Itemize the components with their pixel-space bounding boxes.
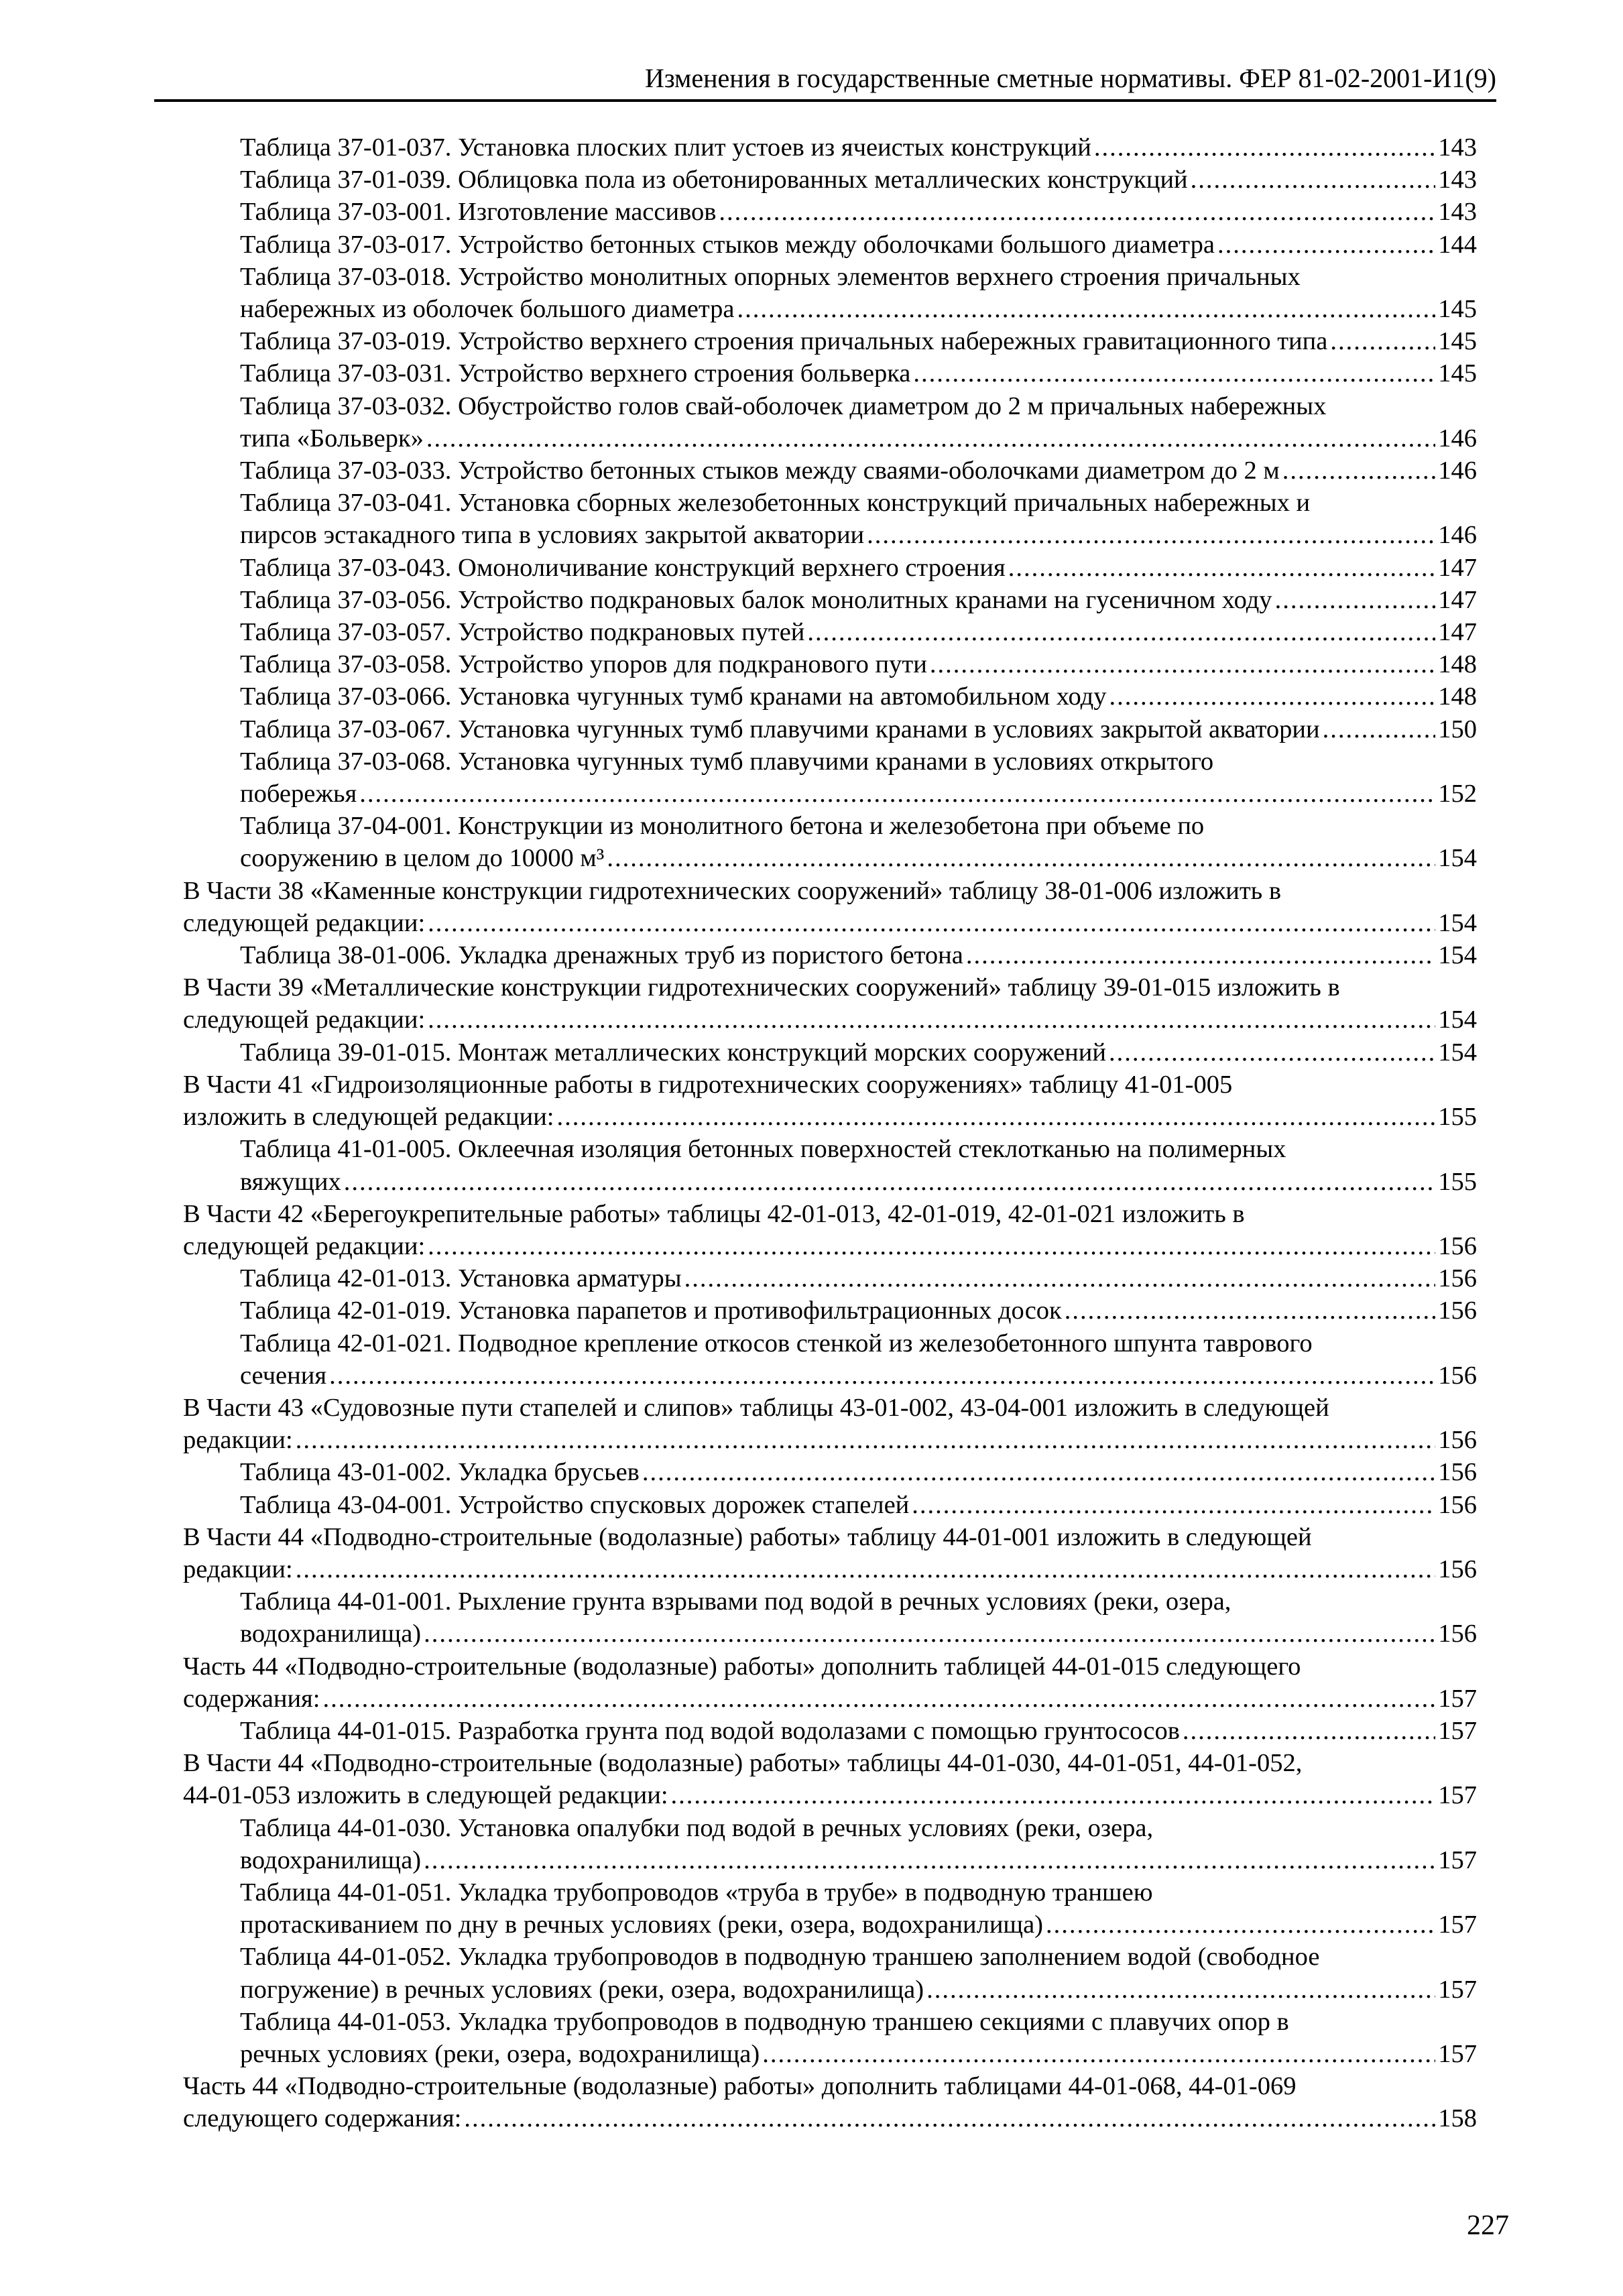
toc-entry-page: 154 bbox=[1438, 1038, 1477, 1067]
toc-entry-text: Таблица 44-01-052. Укладка трубопроводов в подводную траншею заполнением водой (свободное bbox=[240, 1943, 1320, 1972]
toc-entry-line bbox=[240, 1715, 1477, 1747]
dot-leader bbox=[296, 1553, 1436, 1585]
toc-entry-text: Таблица 37-03-057. Устройство подкрановых путей bbox=[240, 618, 805, 647]
toc-entry[interactable] bbox=[240, 810, 1477, 874]
dot-leader bbox=[428, 907, 1435, 939]
toc-entry-text: 44-01-053 изложить в следующей редакции: bbox=[183, 1781, 668, 1810]
dot-leader bbox=[424, 1844, 1435, 1876]
toc-entry[interactable] bbox=[240, 1133, 1477, 1197]
toc-entry-text: Таблица 39-01-015. Монтаж металлических конструкций морских сооружений bbox=[240, 1038, 1106, 1067]
toc-entry-page: 147 bbox=[1438, 618, 1477, 647]
toc-entry-line bbox=[240, 1294, 1477, 1327]
toc-entry-text: следующей редакции: bbox=[183, 1006, 426, 1034]
toc-entry-text: Таблица 37-03-058. Устройство упоров для подкранового пути bbox=[240, 650, 927, 679]
toc-entry-line bbox=[240, 939, 1477, 971]
toc-entry-line bbox=[240, 713, 1477, 745]
toc-entry-text: типа «Больверк» bbox=[240, 424, 424, 452]
toc-entry-line bbox=[183, 1004, 1477, 1036]
toc-entry-page: 145 bbox=[1438, 359, 1477, 388]
toc-entry[interactable] bbox=[183, 1521, 1477, 1585]
toc-entry-text: Таблица 42-01-019. Установка парапетов и противофильтрационных досок bbox=[240, 1296, 1062, 1325]
toc-entry-line bbox=[240, 680, 1477, 713]
toc-entry-text: Таблица 37-03-017. Устройство бетонных стыков между оболочками большого диаметра bbox=[240, 230, 1215, 259]
header-title: Изменения в государственные сметные нормативы. ФЕР 81-02-2001-И1(9) bbox=[644, 63, 1496, 93]
dot-leader bbox=[930, 648, 1435, 680]
dot-leader bbox=[1183, 1715, 1435, 1747]
toc-entry-text: Таблица 37-03-043. Омоноличивание конструкций верхнего строения bbox=[240, 553, 1006, 582]
dot-leader bbox=[671, 1779, 1436, 1811]
toc-entry-text: речных условиях (реки, озера, водохранилища) bbox=[240, 2039, 760, 2068]
toc-entry-text: Таблица 38-01-006. Укладка дренажных труб из пористого бетона bbox=[240, 941, 963, 970]
toc-entry-text: пирсов эстакадного типа в условиях закрытой акватории bbox=[240, 521, 865, 550]
toc-entry[interactable] bbox=[183, 1392, 1477, 1456]
toc-entry-text: Таблица 37-03-041. Установка сборных железобетонных конструкций причальных набережных и bbox=[240, 489, 1311, 518]
toc-entry-text: содержания: bbox=[183, 1684, 320, 1713]
toc-entry-page: 156 bbox=[1438, 1620, 1477, 1648]
toc-entry-text: В Части 43 «Судовозные пути стапелей и слипов» таблицы 43-01-002, 43-04-001 изложить в следующей bbox=[183, 1393, 1329, 1422]
toc-entry-line bbox=[240, 1262, 1477, 1294]
toc-entry-line bbox=[183, 2102, 1477, 2134]
toc-entry-text: набережных из оболочек большого диаметра bbox=[240, 295, 735, 324]
toc-entry-page: 157 bbox=[1438, 1684, 1477, 1713]
toc-entry-page: 157 bbox=[1438, 2039, 1477, 2068]
dot-leader bbox=[344, 1166, 1436, 1198]
dot-leader bbox=[359, 778, 1435, 810]
toc-entry-page: 148 bbox=[1438, 650, 1477, 679]
toc-entry-page: 157 bbox=[1438, 1975, 1477, 2004]
toc-entry-page: 147 bbox=[1438, 585, 1477, 614]
dot-leader bbox=[1109, 680, 1436, 713]
toc-entry-page: 158 bbox=[1438, 2104, 1477, 2133]
toc-entry-text: Таблица 44-01-053. Укладка трубопроводов в подводную траншею секциями с плавучих опор в bbox=[240, 2007, 1289, 2036]
toc-entry-text: изложить в следующей редакции: bbox=[183, 1103, 554, 1132]
toc-entry[interactable] bbox=[240, 261, 1477, 325]
toc-entry-line bbox=[240, 1844, 1477, 1876]
dot-leader bbox=[557, 1101, 1436, 1133]
toc-entry[interactable] bbox=[240, 1585, 1477, 1650]
toc-entry-text: водохранилища) bbox=[240, 1846, 422, 1874]
toc-entry-page: 154 bbox=[1438, 844, 1477, 873]
toc-entry-text: редакции: bbox=[183, 1555, 293, 1583]
toc-entry-page: 147 bbox=[1438, 553, 1477, 582]
toc-entry-page: 156 bbox=[1438, 1296, 1477, 1325]
toc-entry-page: 157 bbox=[1438, 1911, 1477, 1939]
toc-entry-line bbox=[183, 1779, 1477, 1811]
toc-entry[interactable] bbox=[183, 1747, 1477, 1811]
dot-leader bbox=[428, 1004, 1435, 1036]
dot-leader bbox=[329, 1360, 1435, 1392]
toc-entry-page: 154 bbox=[1438, 908, 1477, 937]
toc-entry[interactable] bbox=[183, 1650, 1477, 1715]
toc-entry[interactable] bbox=[240, 939, 1477, 971]
dot-leader bbox=[867, 519, 1435, 551]
toc-entry-page: 148 bbox=[1438, 682, 1477, 711]
toc-entry-page: 143 bbox=[1438, 198, 1477, 227]
toc-entry-text: побережья bbox=[240, 780, 357, 808]
toc-entry-text: Таблица 44-01-051. Укладка трубопроводов «труба в трубе» в подводную траншею bbox=[240, 1878, 1153, 1907]
dot-leader bbox=[1275, 584, 1436, 616]
toc-entry[interactable] bbox=[240, 1812, 1477, 1876]
dot-leader bbox=[1094, 131, 1435, 164]
dot-leader bbox=[322, 1683, 1435, 1715]
dot-leader bbox=[1323, 713, 1436, 745]
toc-entry-text: Таблица 37-03-056. Устройство подкрановых балок монолитных кранами на гусеничном ходу bbox=[240, 585, 1272, 614]
toc-entry[interactable] bbox=[240, 131, 1477, 164]
toc-entry-line bbox=[240, 325, 1477, 357]
dot-leader bbox=[642, 1456, 1435, 1488]
toc-entry-text: сечения bbox=[240, 1361, 327, 1390]
dot-leader bbox=[807, 616, 1435, 648]
toc-entry-page: 156 bbox=[1438, 1458, 1477, 1487]
toc-entry-text: В Части 44 «Подводно-строительные (водолазные) работы» таблицу 44-01-001 изложить в следующей bbox=[183, 1522, 1312, 1551]
toc-entry-page: 152 bbox=[1438, 780, 1477, 808]
toc-entry-page: 155 bbox=[1438, 1103, 1477, 1132]
toc-entry-text: Таблица 42-01-013. Установка арматуры bbox=[240, 1264, 682, 1293]
toc-entry[interactable] bbox=[240, 584, 1477, 616]
toc-entry-text: следующей редакции: bbox=[183, 1231, 426, 1260]
toc-entry[interactable] bbox=[240, 164, 1477, 196]
dot-leader bbox=[1282, 455, 1436, 487]
toc-entry-page: 145 bbox=[1438, 327, 1477, 356]
dot-leader bbox=[607, 842, 1435, 874]
page-number: 227 bbox=[1467, 2210, 1509, 2241]
toc-entry-text: Таблица 37-03-001. Изготовление массивов bbox=[240, 198, 717, 227]
toc-entry-line bbox=[240, 519, 1477, 551]
toc-entry-text: Таблица 37-03-032. Обустройство голов свай-оболочек диаметром до 2 м причальных набережных bbox=[240, 391, 1327, 420]
toc-entry-line bbox=[240, 1036, 1477, 1069]
toc-entry-text: В Части 42 «Берегоукрепительные работы» таблицы 42-01-013, 42-01-019, 42-01-021 изложить в bbox=[183, 1199, 1245, 1228]
toc-entry-page: 157 bbox=[1438, 1716, 1477, 1745]
dot-leader bbox=[719, 196, 1435, 228]
toc-entry[interactable] bbox=[240, 680, 1477, 713]
toc-entry-text: сооружению в целом до 10000 м³ bbox=[240, 844, 605, 873]
toc-entry[interactable] bbox=[183, 875, 1477, 939]
toc-entry-page: 156 bbox=[1438, 1555, 1477, 1583]
toc-entry[interactable] bbox=[240, 552, 1477, 584]
toc-entry-page: 146 bbox=[1438, 424, 1477, 452]
toc-entry-line bbox=[240, 584, 1477, 616]
toc-entry-page: 156 bbox=[1438, 1490, 1477, 1519]
toc-entry[interactable] bbox=[240, 1489, 1477, 1521]
dot-leader bbox=[1330, 325, 1435, 357]
toc-entry[interactable] bbox=[240, 455, 1477, 487]
toc-entry-page: 156 bbox=[1438, 1231, 1477, 1260]
toc-entry[interactable] bbox=[240, 616, 1477, 648]
toc-entry[interactable] bbox=[240, 487, 1477, 551]
toc-entry-page: 146 bbox=[1438, 457, 1477, 485]
toc-entry-line bbox=[183, 1553, 1477, 1585]
toc-entry[interactable] bbox=[240, 1327, 1477, 1392]
toc-entry-line bbox=[183, 1683, 1477, 1715]
dot-leader bbox=[426, 422, 1435, 455]
dot-leader bbox=[737, 293, 1435, 325]
toc-entry-page: 156 bbox=[1438, 1426, 1477, 1455]
toc-entry[interactable] bbox=[240, 2006, 1477, 2070]
toc-entry-text: Таблица 37-01-039. Облицовка пола из обетонированных металлических конструкций bbox=[240, 166, 1188, 194]
toc-entry-page: 146 bbox=[1438, 521, 1477, 550]
toc-entry[interactable] bbox=[240, 196, 1477, 228]
toc-entry-page: 155 bbox=[1438, 1167, 1477, 1196]
dot-leader bbox=[1217, 229, 1435, 261]
toc-entry-text: В Части 38 «Каменные конструкции гидротехнических сооружений» таблицу 38-01-006 изложить в bbox=[183, 876, 1282, 905]
toc-entry-text: Таблица 44-01-030. Установка опалубки под водой в речных условиях (реки, озера, bbox=[240, 1813, 1154, 1842]
toc-entry-text: Таблица 37-03-031. Устройство верхнего строения больверка bbox=[240, 359, 911, 388]
toc-entry-text: протаскиванием по дну в речных условиях (реки, озера, водохранилища) bbox=[240, 1911, 1043, 1939]
toc-entry-line bbox=[240, 164, 1477, 196]
toc-entry-line bbox=[240, 616, 1477, 648]
toc-entry[interactable] bbox=[240, 325, 1477, 357]
dot-leader bbox=[762, 2038, 1435, 2070]
toc-entry-line bbox=[240, 1618, 1477, 1650]
toc-entry-line bbox=[240, 1166, 1477, 1198]
toc-entry-text: Таблица 37-03-068. Установка чугунных тумб плавучими кранами в условиях открытого bbox=[240, 747, 1214, 776]
table-of-contents bbox=[183, 131, 1477, 2135]
toc-entry-page: 156 bbox=[1438, 1361, 1477, 1390]
toc-entry-line bbox=[240, 455, 1477, 487]
toc-entry-text: Таблица 44-01-015. Разработка грунта под водой водолазами с помощью грунтососов bbox=[240, 1716, 1180, 1745]
toc-entry-page: 145 bbox=[1438, 295, 1477, 324]
dot-leader bbox=[913, 357, 1435, 389]
toc-entry[interactable] bbox=[183, 1198, 1477, 1262]
toc-entry[interactable] bbox=[240, 357, 1477, 389]
toc-entry-line bbox=[183, 1424, 1477, 1456]
dot-leader bbox=[912, 1489, 1435, 1521]
toc-entry-text: Часть 44 «Подводно-строительные (водолазные) работы» дополнить таблицами 44-01-068, 44-01-069 bbox=[183, 2072, 1297, 2101]
toc-entry-line bbox=[240, 131, 1477, 164]
dot-leader bbox=[1046, 1909, 1435, 1941]
toc-entry-line bbox=[240, 1456, 1477, 1488]
toc-entry-text: Таблица 37-03-018. Устройство монолитных опорных элементов верхнего строения причальных bbox=[240, 262, 1301, 291]
toc-entry-line bbox=[240, 1974, 1477, 2006]
toc-entry-line bbox=[183, 907, 1477, 939]
toc-entry-line bbox=[240, 778, 1477, 810]
toc-entry-text: следующей редакции: bbox=[183, 908, 426, 937]
toc-entry-text: следующего содержания: bbox=[183, 2104, 462, 2133]
toc-entry-text: погружение) в речных условиях (реки, озера, водохранилища) bbox=[240, 1975, 924, 2004]
toc-entry[interactable] bbox=[240, 229, 1477, 261]
toc-entry-line bbox=[240, 2038, 1477, 2070]
toc-entry-text: В Части 41 «Гидроизоляционные работы в гидротехнических сооружениях» таблицу 41-01-005 bbox=[183, 1070, 1233, 1099]
toc-entry-page: 156 bbox=[1438, 1264, 1477, 1293]
dot-leader bbox=[926, 1974, 1435, 2006]
dot-leader bbox=[1109, 1036, 1435, 1069]
toc-entry-line bbox=[240, 1909, 1477, 1941]
toc-entry-line bbox=[240, 293, 1477, 325]
toc-entry-line bbox=[240, 648, 1477, 680]
page-header bbox=[154, 60, 1496, 102]
toc-entry[interactable] bbox=[240, 1941, 1477, 2005]
toc-entry-text: редакции: bbox=[183, 1426, 293, 1455]
toc-entry-text: Часть 44 «Подводно-строительные (водолазные) работы» дополнить таблицей 44-01-015 следующего bbox=[183, 1652, 1301, 1681]
toc-entry[interactable] bbox=[183, 2070, 1477, 2134]
toc-entry-page: 154 bbox=[1438, 941, 1477, 970]
dot-leader bbox=[1065, 1294, 1435, 1327]
toc-entry[interactable] bbox=[183, 1069, 1477, 1133]
toc-entry-page: 144 bbox=[1438, 230, 1477, 259]
toc-entry-text: Таблица 37-03-019. Устройство верхнего строения причальных набережных гравитационного типа bbox=[240, 327, 1328, 356]
dot-leader bbox=[1191, 164, 1436, 196]
toc-entry-line bbox=[240, 842, 1477, 874]
toc-entry-text: В Части 44 «Подводно-строительные (водолазные) работы» таблицы 44-01-030, 44-01-051, 44-01-052, bbox=[183, 1749, 1303, 1778]
toc-entry[interactable] bbox=[240, 390, 1477, 455]
toc-entry-line bbox=[240, 552, 1477, 584]
toc-entry-text: В Части 39 «Металлические конструкции гидротехнических сооружений» таблицу 39-01-015 изложить в bbox=[183, 973, 1340, 1002]
dot-leader bbox=[296, 1424, 1436, 1456]
toc-entry-text: Таблица 44-01-001. Рыхление грунта взрывами под водой в речных условиях (реки, озера, bbox=[240, 1587, 1231, 1616]
toc-entry[interactable] bbox=[240, 648, 1477, 680]
toc-entry[interactable] bbox=[183, 971, 1477, 1036]
toc-entry[interactable] bbox=[240, 1036, 1477, 1069]
toc-entry[interactable] bbox=[240, 1715, 1477, 1747]
toc-entry-text: Таблица 43-01-002. Укладка брусьев bbox=[240, 1458, 640, 1487]
toc-entry-text: Таблица 37-03-067. Установка чугунных тумб плавучими кранами в условиях закрытой акватории bbox=[240, 715, 1320, 743]
dot-leader bbox=[966, 939, 1435, 971]
toc-entry[interactable] bbox=[240, 745, 1477, 810]
toc-entry-line bbox=[240, 229, 1477, 261]
toc-entry[interactable] bbox=[240, 1294, 1477, 1327]
toc-entry-text: Таблица 41-01-005. Оклеечная изоляция бетонных поверхностей стеклотканью на полимерных bbox=[240, 1135, 1286, 1164]
toc-entry-text: Таблица 37-03-066. Установка чугунных тумб кранами на автомобильном ходу bbox=[240, 682, 1107, 711]
toc-entry-text: Таблица 42-01-021. Подводное крепление откосов стенкой из железобетонного шпунта таврового bbox=[240, 1329, 1313, 1357]
dot-leader bbox=[464, 2102, 1435, 2134]
toc-entry-text: водохранилища) bbox=[240, 1620, 422, 1648]
toc-entry-page: 154 bbox=[1438, 1006, 1477, 1034]
toc-entry-text: Таблица 37-01-037. Установка плоских плит устоев из ячеистых конструкций bbox=[240, 133, 1091, 162]
toc-entry-line bbox=[240, 357, 1477, 389]
toc-entry-line bbox=[183, 1230, 1477, 1262]
dot-leader bbox=[684, 1262, 1436, 1294]
toc-entry-line bbox=[240, 422, 1477, 455]
toc-entry-line bbox=[240, 1489, 1477, 1521]
toc-entry[interactable] bbox=[240, 1456, 1477, 1488]
toc-entry-text: вяжущих bbox=[240, 1167, 341, 1196]
toc-entry-text: Таблица 37-03-033. Устройство бетонных стыков между сваями-оболочками диаметром до 2 м bbox=[240, 457, 1280, 485]
toc-entry-page: 157 bbox=[1438, 1846, 1477, 1874]
toc-entry[interactable] bbox=[240, 1876, 1477, 1941]
toc-entry-text: Таблица 43-04-001. Устройство спусковых дорожек стапелей bbox=[240, 1490, 910, 1519]
toc-entry-page: 143 bbox=[1438, 166, 1477, 194]
toc-entry-line bbox=[183, 1101, 1477, 1133]
toc-entry-line bbox=[240, 1360, 1477, 1392]
dot-leader bbox=[424, 1618, 1435, 1650]
dot-leader bbox=[428, 1230, 1435, 1262]
toc-entry-page: 143 bbox=[1438, 133, 1477, 162]
toc-entry[interactable] bbox=[240, 713, 1477, 745]
toc-entry-page: 157 bbox=[1438, 1781, 1477, 1810]
toc-entry-text: Таблица 37-04-001. Конструкции из монолитного бетона и железобетона при объеме по bbox=[240, 812, 1205, 841]
toc-entry-line bbox=[240, 196, 1477, 228]
dot-leader bbox=[1008, 552, 1436, 584]
toc-entry[interactable] bbox=[240, 1262, 1477, 1294]
toc-entry-page: 150 bbox=[1438, 715, 1477, 743]
